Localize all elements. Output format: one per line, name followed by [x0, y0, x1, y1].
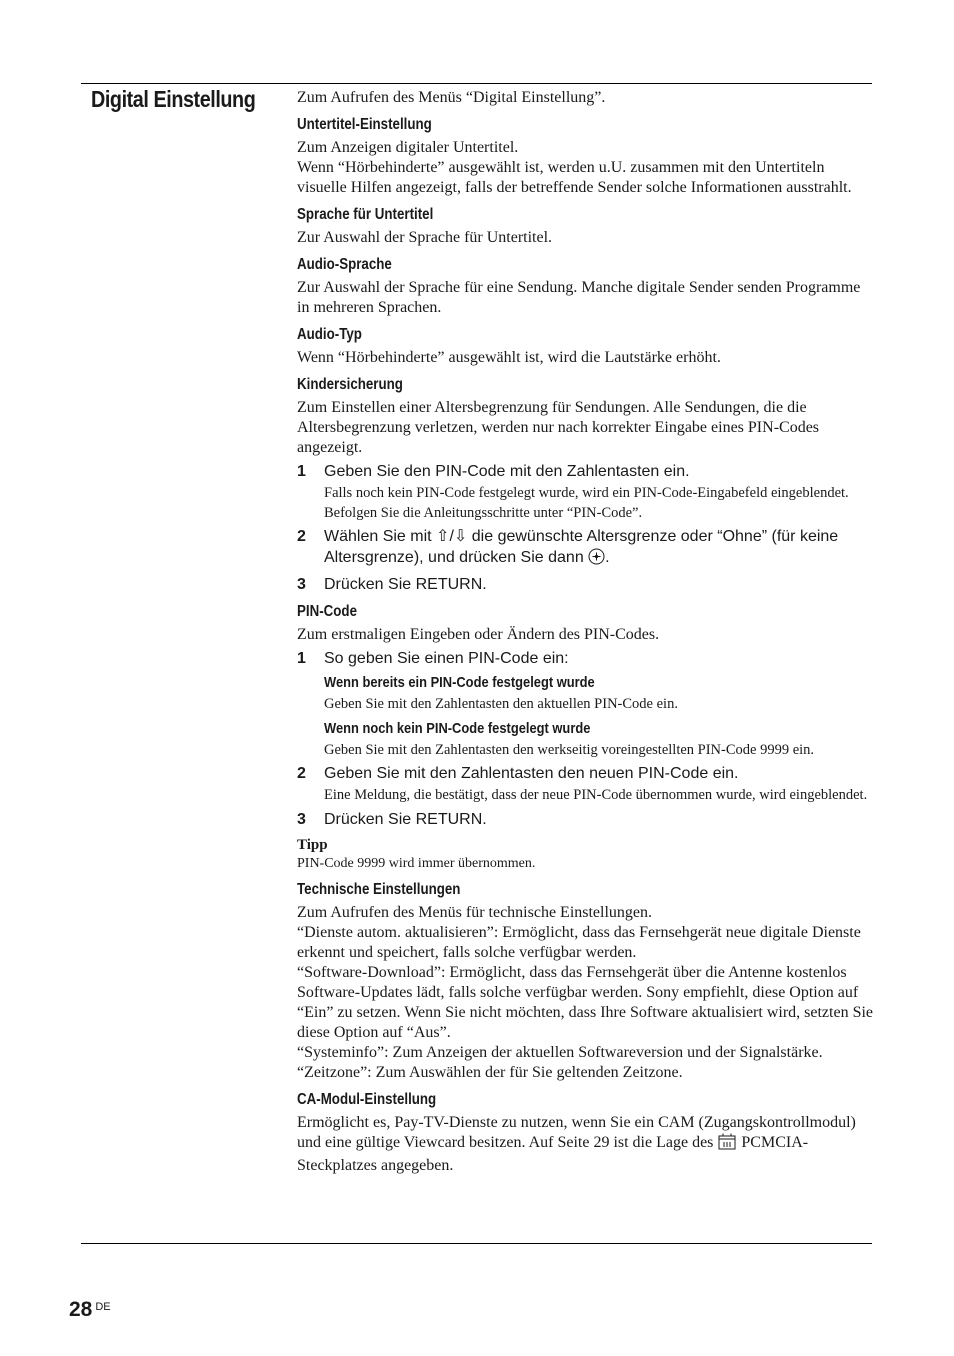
- language-code: DE: [95, 1301, 111, 1313]
- bottom-rule: [81, 1243, 872, 1244]
- kinder-step-3: [297, 574, 875, 595]
- heading-kindersicherung: Kindersicherung: [297, 376, 403, 393]
- step-number: 2: [297, 765, 306, 782]
- pin-code-text: Zum erstmaligen Eingeben oder Ändern des PIN-Codes.: [297, 626, 660, 643]
- case1-text: Geben Sie mit den Zahlentasten den aktuellen PIN-Code ein.: [324, 696, 678, 712]
- page-number: 28: [69, 1298, 93, 1321]
- kinder-step-2: [297, 526, 875, 571]
- tip-text: PIN-Code 9999 wird immer übernommen.: [297, 855, 536, 871]
- technische-line4: “Systeminfo”: Zum Anzeigen der aktuellen Softwareversion und der Signalstärke.: [297, 1043, 823, 1061]
- kinder-step-1: [297, 461, 875, 523]
- audio-typ-text: Wenn “Hörbehinderte” ausgewählt ist, wird die Lautstärke erhöht.: [297, 349, 721, 366]
- step-text: [324, 526, 875, 571]
- pin-step-1: [297, 648, 875, 760]
- heading-untertitel: Untertitel-Einstellung: [297, 116, 432, 133]
- intro-text: Zum Aufrufen des Menüs “Digital Einstellung”.: [297, 89, 606, 106]
- step-text: So geben Sie einen PIN-Code ein:: [324, 650, 569, 667]
- step-note: Eine Meldung, die bestätigt, dass der neue PIN-Code übernommen wurde, wird eingeblendet.: [324, 787, 868, 803]
- section-title: Digital Einstellung: [91, 86, 256, 112]
- step-number: 1: [297, 650, 306, 667]
- heading-audio-sprache: Audio-Sprache: [297, 256, 392, 273]
- pin-step-3: [297, 809, 875, 830]
- heading-audio-typ: Audio-Typ: [297, 326, 362, 343]
- step-text: Geben Sie den PIN-Code mit den Zahlentasten ein.: [324, 463, 690, 480]
- pcmcia-slot-icon: [717, 1133, 737, 1156]
- case2-heading: Wenn noch kein PIN-Code festgelegt wurde: [324, 719, 591, 737]
- heading-ca-modul: CA-Modul-Einstellung: [297, 1090, 437, 1108]
- ca-modul-text: [297, 1113, 875, 1176]
- untertitel-line1: Zum Anzeigen digitaler Untertitel.: [297, 139, 519, 156]
- technische-line3: “Software-Download”: Ermöglicht, dass das Fernsehgerät über die Antenne kostenlos Software-Updates lädt, falls solche verfügbar werden. Sony empfiehlt, diese Option auf “Ein” zu setzen. Wenn Sie nicht möchten, dass Ihre Software aktualisiert wird, setzten Sie diese Option auf “Aus”.: [297, 963, 874, 1041]
- step-number: 1: [297, 463, 306, 480]
- step2-text-a: Wählen Sie mit: [324, 528, 432, 545]
- heading-sprache: Sprache für Untertitel: [297, 206, 434, 223]
- step-number: 3: [297, 810, 306, 828]
- step-number: 3: [297, 576, 306, 593]
- step2-end: .: [605, 549, 610, 566]
- top-rule: [81, 83, 872, 84]
- heading-technische: Technische Einstellungen: [297, 880, 461, 898]
- step2-text-b: die gewünschte Altersgrenze oder “Ohne” (für keine Altersgrenze), und drücken Sie dann: [324, 528, 839, 566]
- step-text: Drücken Sie RETURN.: [324, 576, 487, 593]
- kindersicherung-text: Zum Einstellen einer Altersbegrenzung für Sendungen. Alle Sendungen, die die Altersbegrenzung verletzen, werden nur nach korrekter Eingabe eines PIN-Codes angezeigt.: [297, 399, 820, 456]
- case2-text: Geben Sie mit den Zahlentasten den werkseitig voreingestellten PIN-Code 9999 ein.: [324, 741, 815, 758]
- ca-modul-text-a: Ermöglicht es, Pay-TV-Dienste zu nutzen, wenn Sie ein CAM (Zugangskontrollmodul) und eine gültige Viewcard besitzen. Auf Seite 29 ist die Lage des: [297, 1113, 856, 1151]
- up-down-arrows-icon: ⇧/⇩: [436, 528, 468, 545]
- audio-sprache-text: Zur Auswahl der Sprache für eine Sendung. Manche digitale Sender senden Programme in mehreren Sprachen.: [297, 279, 861, 316]
- untertitel-line2: Wenn “Hörbehinderte” ausgewählt ist, werden u.U. zusammen mit den Untertiteln visuelle Hilfen angezeigt, falls der betreffende Sender solche Informationen ausstrahlt.: [297, 159, 852, 196]
- step-text: Geben Sie mit den Zahlentasten den neuen PIN-Code ein.: [324, 765, 739, 782]
- technische-line2: “Dienste autom. aktualisieren”: Ermöglicht, dass das Fernsehgerät neue digitale Dienste erkennt und speichert, falls solche verfügbar werden.: [297, 923, 861, 961]
- case1-heading: Wenn bereits ein PIN-Code festgelegt wurde: [324, 674, 595, 691]
- step-text: Drücken Sie RETURN.: [324, 810, 487, 828]
- pin-step-2: [297, 763, 875, 806]
- sprache-text: Zur Auswahl der Sprache für Untertitel.: [297, 229, 553, 246]
- heading-pin-code: PIN-Code: [297, 603, 357, 620]
- step-note: Falls noch kein PIN-Code festgelegt wurde, wird ein PIN-Code-Eingabefeld eingeblendet. Befolgen Sie die Anleitungsschritte unter “PIN-Code”.: [324, 485, 849, 521]
- enter-button-icon: [588, 548, 605, 571]
- technische-line5: “Zeitzone”: Zum Auswählen der für Sie geltenden Zeitzone.: [297, 1063, 683, 1081]
- technische-line1: Zum Aufrufen des Menüs für technische Einstellungen.: [297, 903, 653, 921]
- step-number: 2: [297, 528, 306, 545]
- ca-modul-text-b: PCMCIA-Steckplatzes angegeben.: [297, 1133, 809, 1174]
- page-footer: [69, 1298, 111, 1322]
- main-content: [297, 88, 875, 1176]
- tip-label: Tipp: [297, 836, 328, 853]
